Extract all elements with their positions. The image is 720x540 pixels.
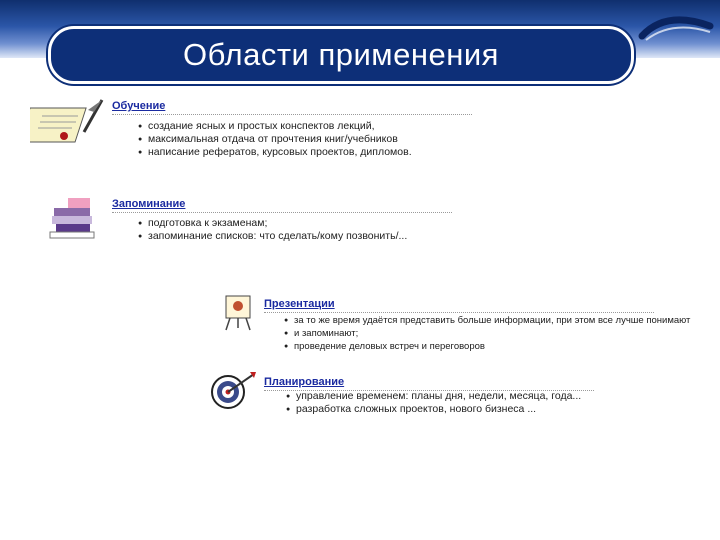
section-heading[interactable]: Запоминание — [112, 198, 186, 210]
section-heading[interactable]: Планирование — [264, 376, 345, 388]
divider — [264, 312, 654, 313]
list-item: ● написание рефератов, курсовых проектов, дипломов. — [138, 146, 412, 159]
section-learning — [28, 90, 474, 162]
target-arrow-icon — [206, 370, 258, 410]
section-list — [286, 390, 581, 416]
paper-quill-icon — [30, 96, 110, 148]
section-list — [138, 120, 412, 159]
list-item: ● проведение деловых встреч и переговоров — [284, 340, 690, 353]
list-item: ● создание ясных и простых конспектов лекций, — [138, 120, 412, 133]
title-banner — [48, 26, 634, 84]
list-item: ● разработка сложных проектов, нового бизнеса ... — [286, 403, 581, 416]
section-heading[interactable]: Презентации — [264, 298, 335, 310]
logo-swoosh-icon — [636, 6, 716, 46]
page-title: Области применения — [183, 37, 499, 72]
list-item: ● максимальная отдача от прочтения книг/учебников — [138, 133, 412, 146]
divider — [112, 212, 452, 213]
books-stack-icon — [48, 194, 100, 242]
list-item: ● и запоминают; — [284, 327, 690, 340]
easel-board-icon — [218, 292, 258, 332]
section-planning — [206, 370, 606, 420]
list-item: ● управление временем: планы дня, недели, месяца, года... — [286, 390, 581, 403]
section-presentations — [214, 292, 691, 352]
section-list — [284, 314, 690, 353]
divider — [112, 114, 472, 115]
section-heading[interactable]: Обучение — [112, 100, 166, 112]
list-item: ● запоминание списков: что сделать/кому позвонить/... — [138, 230, 407, 243]
section-list — [138, 217, 407, 243]
list-item: ● подготовка к экзаменам; — [138, 217, 407, 230]
section-memorizing — [48, 192, 468, 248]
list-item: ● за то же время удаётся представить больше информации, при этом все лучше понимают — [284, 314, 690, 327]
